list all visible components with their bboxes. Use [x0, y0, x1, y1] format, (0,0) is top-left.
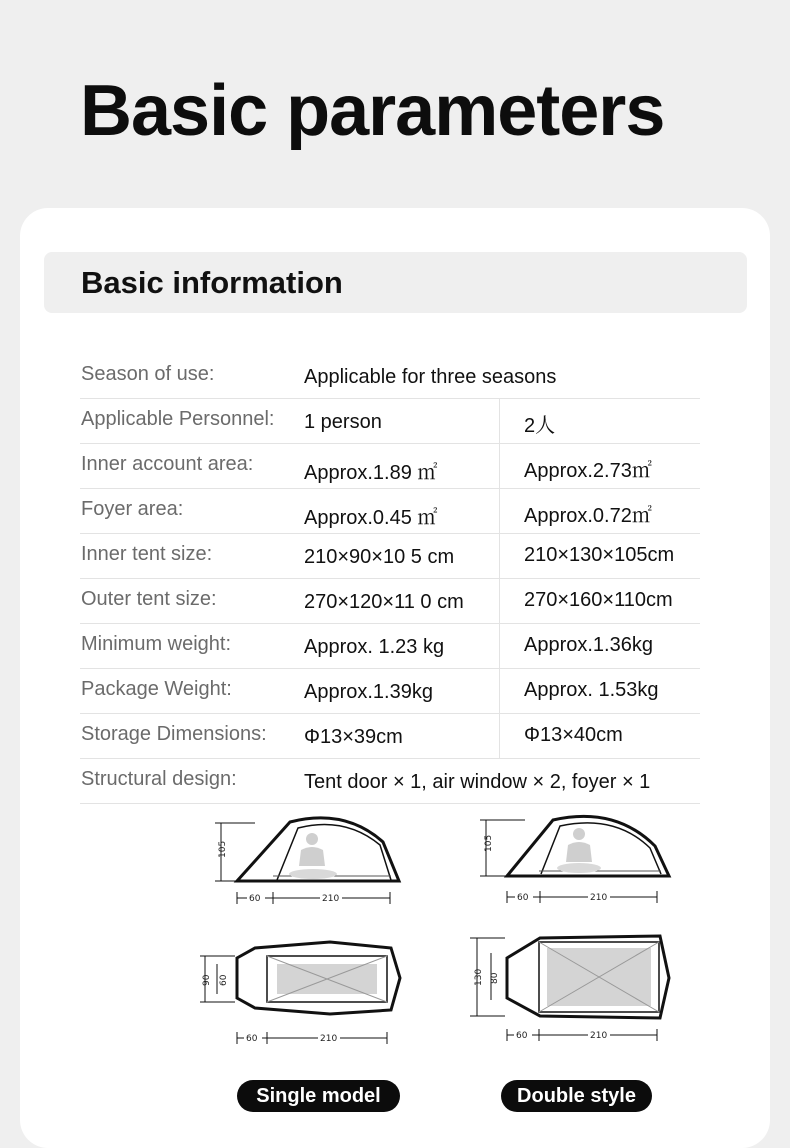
- spec-label: Storage Dimensions:: [81, 723, 267, 745]
- double-foyer-label: 60: [517, 893, 529, 903]
- column-divider: [499, 444, 500, 488]
- single-model-label: Single model: [237, 1080, 400, 1112]
- spec-value-single: 270×120×11 0 cm: [304, 591, 464, 613]
- spec-row-min-weight: [80, 624, 700, 669]
- single-inner-width-label: 60: [219, 974, 229, 986]
- double-outer-width-label: 130: [474, 968, 484, 986]
- single-foyer-label: 60: [249, 894, 261, 904]
- spec-label: Inner tent size:: [81, 543, 213, 565]
- spec-value-double: 210×130×105cm: [524, 544, 675, 566]
- spec-row-structure: [80, 759, 700, 804]
- page-title: Basic parameters: [80, 71, 665, 151]
- double-style-label: Double style: [501, 1080, 652, 1112]
- spec-value-single: Φ13×39cm: [304, 726, 403, 748]
- double-inner-width-label: 80: [490, 972, 500, 984]
- spec-label: Outer tent size:: [81, 588, 217, 610]
- single-outer-width-label: 90: [202, 974, 212, 986]
- spec-label: Foyer area:: [81, 498, 184, 520]
- single-length-label: 210: [322, 894, 340, 904]
- double-top-view: [470, 936, 669, 1041]
- column-divider: [499, 399, 500, 443]
- double-length-label: 210: [590, 893, 608, 903]
- spec-row-season: [80, 354, 700, 399]
- spec-row-foyer-area: [80, 489, 700, 534]
- double-height-label: 105: [484, 834, 494, 852]
- spec-value-single: Applicable for three seasons: [304, 366, 557, 388]
- column-divider: [499, 534, 500, 578]
- spec-value-double: 2人: [524, 415, 556, 437]
- spec-value-double: Φ13×40cm: [524, 724, 623, 746]
- single-top-foyer-label: 60: [246, 1034, 258, 1044]
- double-side-view: [480, 816, 669, 903]
- spec-row-outer-size: [80, 579, 700, 624]
- spec-label: Season of use:: [81, 363, 215, 385]
- spec-table: [80, 354, 700, 804]
- double-top-length-label: 210: [590, 1031, 608, 1041]
- spec-row-inner-area: [80, 444, 700, 489]
- single-side-view: [215, 818, 399, 904]
- spec-value-single: Approx. 1.23 kg: [304, 636, 445, 658]
- spec-label: Package Weight:: [81, 678, 232, 700]
- spec-value-double: 270×160×110cm: [524, 589, 673, 611]
- section-header: [44, 252, 747, 313]
- column-divider: [499, 714, 500, 758]
- single-height-label: 105: [218, 840, 228, 858]
- column-divider: [499, 624, 500, 668]
- spec-value-single: Tent door × 1, air window × 2, foyer × 1: [304, 771, 651, 793]
- spec-value-double: Approx.1.36kg: [524, 634, 653, 656]
- single-top-view: [200, 942, 400, 1044]
- column-divider: [499, 669, 500, 713]
- column-divider: [499, 489, 500, 533]
- spec-row-inner-size: [80, 534, 700, 579]
- spec-value-double: Approx. 1.53kg: [524, 679, 659, 701]
- spec-label: Structural design:: [81, 768, 237, 790]
- column-divider: [499, 579, 500, 623]
- double-top-foyer-label: 60: [516, 1031, 528, 1041]
- spec-row-storage: [80, 714, 700, 759]
- spec-label: Minimum weight:: [81, 633, 232, 655]
- spec-value-single: Approx.1.89 ㎡: [304, 462, 438, 484]
- single-top-length-label: 210: [320, 1034, 338, 1044]
- spec-value-single: Approx.1.39kg: [304, 681, 433, 703]
- spec-row-personnel: [80, 399, 700, 444]
- spec-value-single: 1 person: [304, 411, 382, 433]
- spec-value-single: 210×90×10 5 cm: [304, 546, 455, 568]
- spec-row-package-weight: [80, 669, 700, 714]
- spec-value-double: Approx.0.72㎡: [524, 505, 652, 527]
- spec-label: Applicable Personnel:: [81, 408, 275, 430]
- section-title: Basic information: [81, 265, 343, 300]
- tent-diagrams: [195, 808, 690, 1068]
- spec-value-double: Approx.2.73㎡: [524, 460, 652, 482]
- spec-label: Inner account area:: [81, 453, 254, 475]
- spec-value-single: Approx.0.45 ㎡: [304, 507, 438, 529]
